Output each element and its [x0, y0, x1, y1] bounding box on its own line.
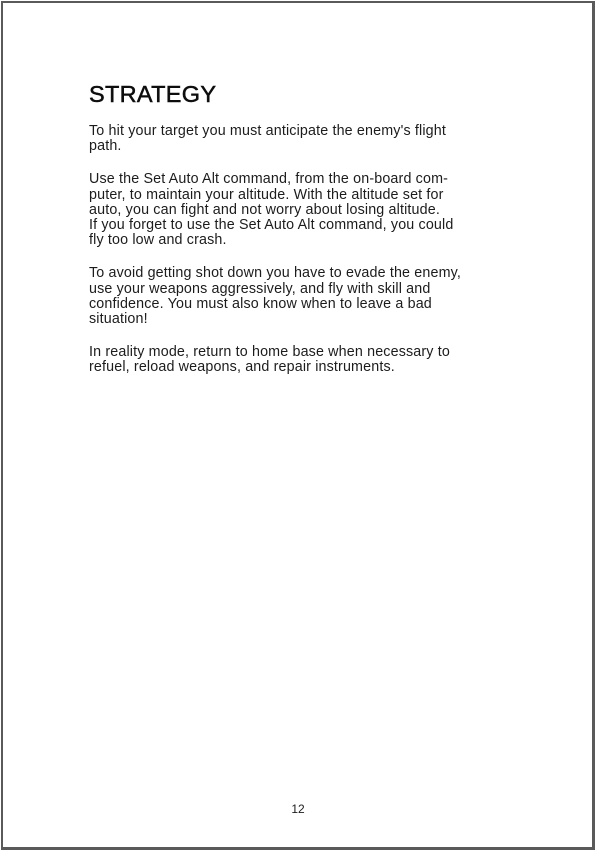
body-text: [89, 124, 519, 394]
text-line: If you forget to use the Set Auto Alt command, you could: [89, 217, 454, 234]
page-number: 12: [291, 802, 305, 816]
text-line: path.: [89, 138, 122, 155]
text-line: Use the Set Auto Alt command, from the on-board com-: [89, 171, 449, 188]
paragraph-auto-alt: [89, 172, 519, 248]
text-line: use your weapons aggressively, and fly with skill and: [89, 280, 431, 297]
text-line: auto, you can fight and not worry about losing altitude.: [89, 201, 440, 218]
text-line: To avoid getting shot down you have to evade the enemy,: [89, 265, 462, 282]
text-line: puter, to maintain your altitude. With the altitude set for: [89, 186, 444, 203]
text-line: To hit your target you must anticipate the enemy's flight: [89, 123, 446, 139]
text-line: confidence. You must also know when to leave a bad: [89, 295, 432, 312]
text-line: In reality mode, return to home base when necessary to: [89, 344, 450, 361]
paragraph-anticipate: [89, 124, 519, 154]
text-line: refuel, reload weapons, and repair instruments.: [89, 359, 395, 376]
paragraph-evade: [89, 266, 519, 327]
page-title: STRATEGY: [89, 81, 217, 107]
text-line: situation!: [89, 311, 148, 328]
paragraph-reality-mode: [89, 345, 519, 375]
text-line: fly too low and crash.: [89, 232, 227, 249]
